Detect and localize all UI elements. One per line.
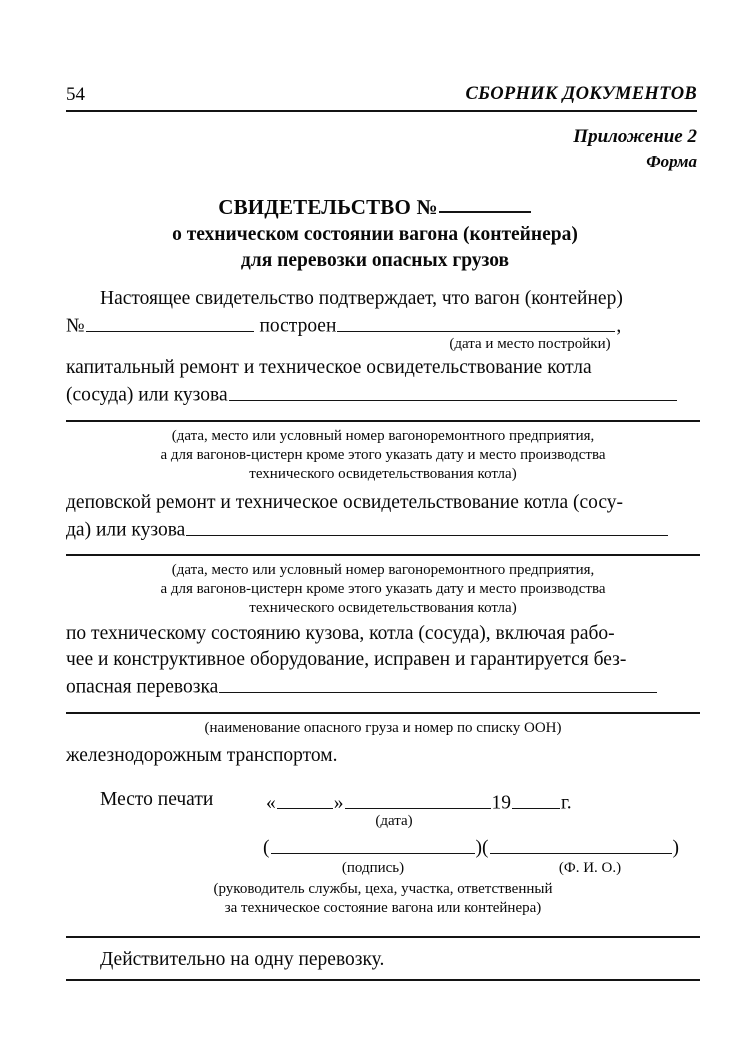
- paren-open: (: [263, 837, 270, 859]
- validity-line: Действительно на одну перевозку.: [100, 949, 385, 970]
- paren-close: ): [672, 837, 679, 859]
- header-rule: [66, 110, 697, 112]
- footer-rule-top: [66, 936, 700, 938]
- built-date-place-blank[interactable]: [337, 312, 615, 332]
- overhaul-blank-2[interactable]: [66, 420, 700, 422]
- quote-close: »: [333, 792, 344, 814]
- date-row: [266, 789, 572, 815]
- intro-line: Настоящее свидетельство подтверждает, что вагон (контейнер): [100, 288, 623, 309]
- page-number: 54: [66, 84, 85, 105]
- year-prefix: 19: [491, 792, 511, 814]
- title-line-3: для перевозки опасных грузов: [240, 249, 510, 271]
- built-label: построен: [259, 315, 337, 337]
- depot-blank-1[interactable]: [186, 516, 668, 536]
- title-line-2: о техническом состоянии вагона (контейнера): [172, 223, 578, 245]
- transport-line: железнодорожным транспортом.: [66, 745, 338, 766]
- repair-caption-1-line-2: а для вагонов-цистерн кроме этого указать дату и место производства: [160, 447, 606, 463]
- repair-caption-2: [66, 561, 700, 618]
- condition-line-3: [66, 673, 700, 700]
- role-caption-line-2: за техническое состояние вагона или контейнера): [224, 900, 542, 916]
- depot-line-1: деповской ремонт и техническое освидетельствование котла (сосу-: [66, 492, 624, 513]
- title-line-1: [0, 192, 750, 220]
- day-blank[interactable]: [277, 789, 333, 809]
- footer-rule-bottom: [66, 979, 700, 981]
- wagon-number-blank[interactable]: [86, 312, 254, 332]
- month-blank[interactable]: [345, 789, 491, 809]
- certificate-number-blank[interactable]: [439, 191, 531, 213]
- cargo-name-blank-1[interactable]: [219, 673, 657, 693]
- overhaul-blank-1[interactable]: [229, 381, 677, 401]
- repair-caption-2-line-1: (дата, место или условный номер вагоноремонтного предприятия,: [171, 562, 595, 578]
- built-caption: (дата и место постройки): [449, 336, 611, 352]
- signature-row: [263, 834, 679, 860]
- year-suffix: г.: [561, 792, 572, 814]
- condition-line-1: по техническому состоянию кузова, котла (сосуда), включая рабо-: [66, 623, 615, 644]
- repair-caption-2-line-2: а для вагонов-цистерн кроме этого указать дату и место производства: [160, 581, 606, 597]
- depot-line-2-text: да) или кузова: [66, 519, 186, 541]
- appendix-label: Приложение 2: [573, 126, 697, 147]
- role-caption-line-1: (руководитель службы, цеха, участка, ответственный: [213, 881, 553, 897]
- repair-caption-1: [66, 427, 700, 484]
- cargo-name-blank-2[interactable]: [66, 712, 700, 714]
- running-head: СБОРНИК ДОКУМЕНТОВ: [465, 84, 697, 104]
- signature-blank[interactable]: [271, 834, 475, 854]
- fio-blank[interactable]: [490, 834, 672, 854]
- paren-mid: )(: [475, 837, 489, 859]
- fio-caption: (Ф. И. О.): [558, 860, 622, 876]
- cargo-caption: [66, 719, 700, 738]
- wagon-number-label: №: [66, 315, 85, 337]
- date-caption: (дата): [375, 813, 413, 829]
- overhaul-line-2-text: (сосуда) или кузова: [66, 384, 228, 406]
- condition-line-3-text: опасная перевозка: [66, 676, 219, 698]
- place-of-seal-label: Место печати: [100, 789, 214, 810]
- cargo-caption-text: (наименование опасного груза и номер по списку ООН): [204, 720, 562, 736]
- depot-line-2: [66, 516, 700, 543]
- condition-line-2: чее и конструктивное оборудование, исправен и гарантируется без-: [66, 649, 627, 670]
- signature-caption: (подпись): [341, 860, 405, 876]
- form-label: Форма: [646, 152, 697, 171]
- role-caption: [66, 880, 700, 918]
- depot-blank-2[interactable]: [66, 554, 700, 556]
- repair-caption-1-line-1: (дата, место или условный номер вагоноремонтного предприятия,: [171, 428, 595, 444]
- repair-caption-1-line-3: технического освидетельствования котла): [249, 466, 517, 482]
- overhaul-line-1: капитальный ремонт и техническое освидетельствование котла: [66, 357, 592, 378]
- overhaul-line-2: [66, 381, 700, 408]
- year-blank[interactable]: [512, 789, 560, 809]
- built-comma: ,: [616, 315, 622, 337]
- wagon-number-line: [66, 312, 700, 339]
- document-title: [0, 192, 750, 272]
- repair-caption-2-line-3: технического освидетельствования котла): [249, 600, 517, 616]
- title-certificate-number-label: СВИДЕТЕЛЬСТВО №: [218, 194, 438, 219]
- quote-open: «: [266, 792, 276, 814]
